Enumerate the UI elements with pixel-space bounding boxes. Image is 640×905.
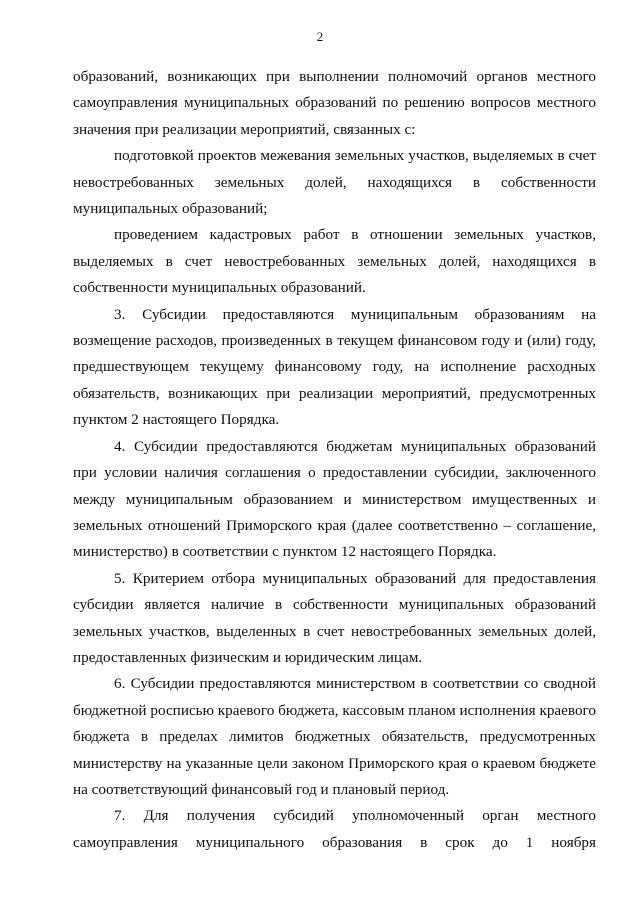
paragraph-item-4: 4. Субсидии предоставляются бюджетам муниципальных образований при условии наличия соглашения о предоставлении субсидии, заключенного между муниципальным образованием и министерством имущественных и земельных отношений Приморского края (далее соответственно – соглашение, министерство) в соответствии с пунктом 12 настоящего Порядка. [73, 437, 596, 561]
document-body [73, 64, 596, 856]
page-number: 2 [316, 29, 324, 44]
paragraph-item-6: 6. Субсидии предоставляются министерством в соответствии со сводной бюджетной росписью краевого бюджета, кассовым планом исполнения краевого бюджета в пределах лимитов бюджетных обязательств, предусмотренных министерству на указанные цели законом Приморского края о краевом бюджете на соответствующий финансовый год и плановый период. [73, 675, 596, 798]
paragraph-cadastral-works: проведением кадастровых работ в отношении земельных участков, выделяемых в счет невостребованных земельных долей, находящихся в собственности муниципальных образований. [73, 226, 596, 297]
paragraph-item-7: 7. Для получения субсидий уполномоченный орган местного самоуправления муниципального образования в срок до 1 ноября [73, 807, 596, 851]
paragraph-item-5: 5. Критерием отбора муниципальных образований для предоставления субсидии является наличие в собственности муниципальных образований земельных участков, выделенных в счет невостребованных земельных долей, предоставленных физическим и юридическим лицам. [73, 569, 596, 666]
paragraph-item-3: 3. Субсидии предоставляются муниципальным образованиям на возмещение расходов, произведенных в текущем финансовом году и (или) году, предшествующем текущему финансовому году, на исполнение расходных обязательств, возникающих при реализации мероприятий, предусмотренных пунктом 2 настоящего Порядка. [73, 305, 596, 429]
paragraph-continuation: образований, возникающих при выполнении полномочий органов местного самоуправления муниципальных образований по решению вопросов местного значения при реализации мероприятий, связанных с: [73, 68, 596, 138]
paragraph-survey-projects: подготовкой проектов межевания земельных участков, выделяемых в счет невостребованных земельных долей, находящихся в собственности муниципальных образований; [73, 147, 596, 218]
